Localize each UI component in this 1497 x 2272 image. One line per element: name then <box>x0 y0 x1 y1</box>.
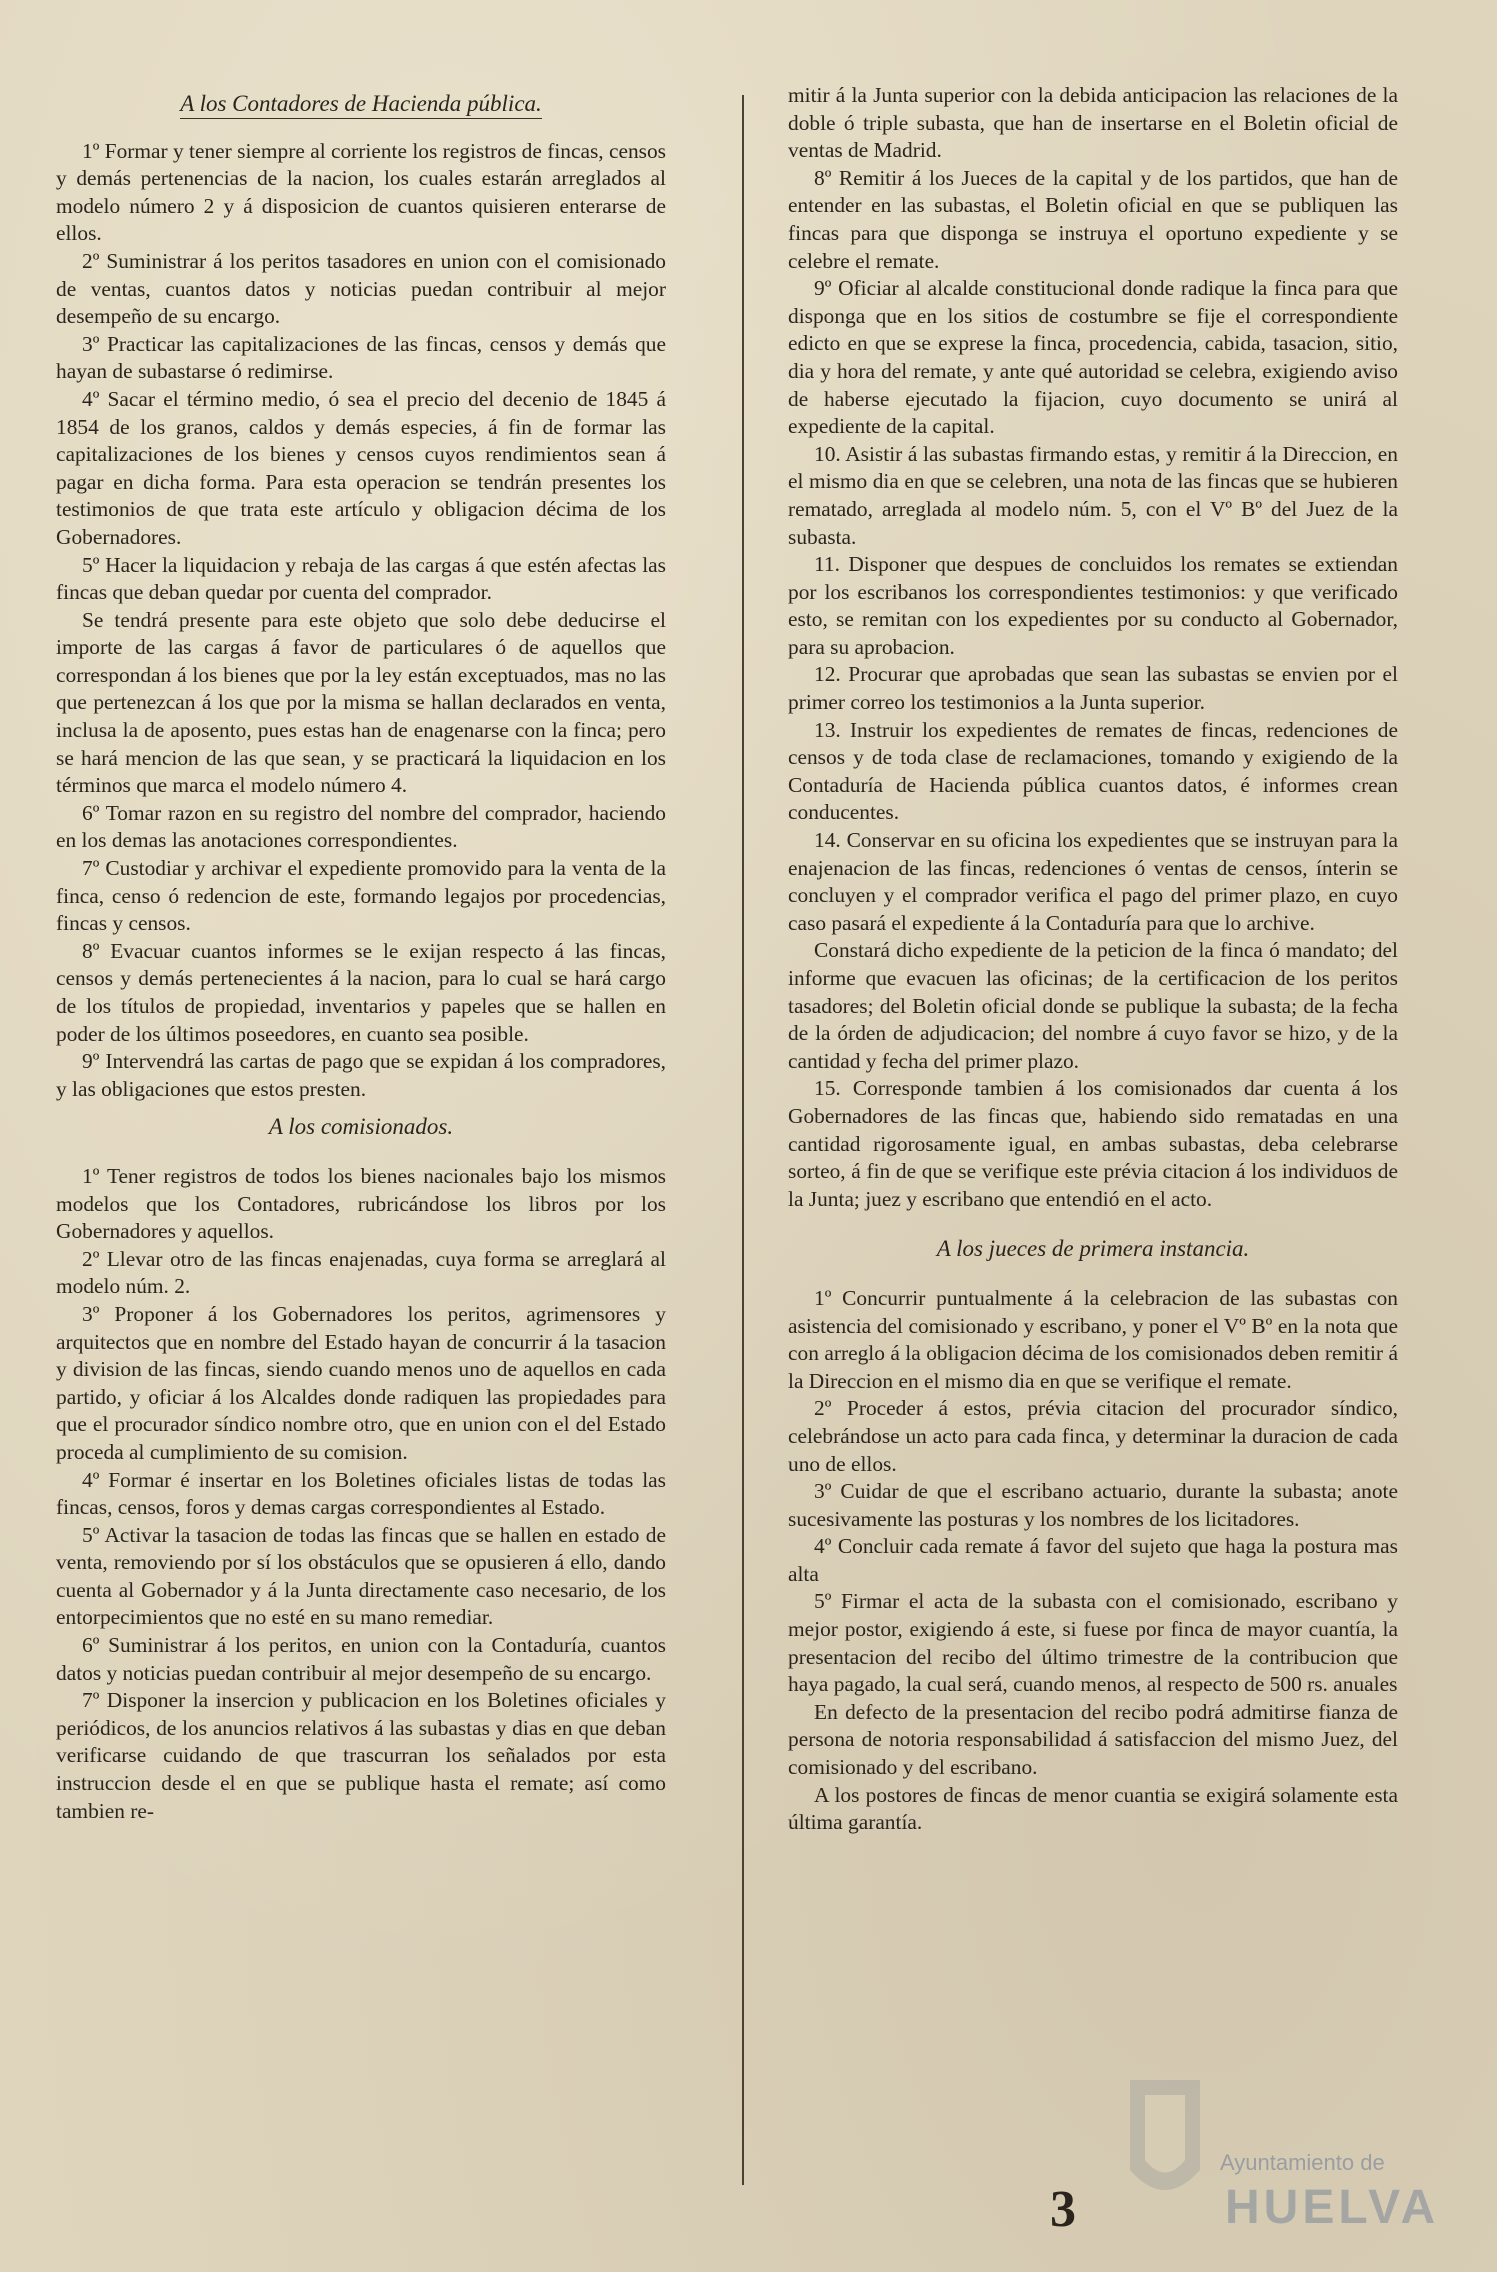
paragraph: 2º Suministrar á los peritos tasadores en union con el comisionado de ventas, cuantos datos y noticias puedan contribuir al mejor desempeño de su encargo. <box>56 248 666 329</box>
paragraph: 10. Asistir á las subastas firmando estas, y remitir á la Direccion, en el mismo dia en que se celebren, una nota de las fincas que se hubieren rematado, arreglada al modelo núm. 5, con el Vº Bº del Juez de la subasta. <box>788 441 1398 549</box>
paragraph: 1º Concurrir puntualmente á la celebracion de las subastas con asistencia del comisionado y escribano, y poner el Vº Bº en la nota que con arreglo á la obligacion décima de los comisionados deben remitir á la Direccion en el mismo dia en que se verifique el remate. <box>788 1285 1398 1393</box>
page-number: 3 <box>1050 2181 1076 2238</box>
paragraph: 5º Hacer la liquidacion y rebaja de las cargas á que estén afectas las fincas que deban quedar por cuenta del comprador. <box>56 552 666 605</box>
section-heading-contadores: A los Contadores de Hacienda pública. <box>56 90 666 118</box>
left-column <box>56 82 666 1825</box>
paragraph: 4º Sacar el término medio, ó sea el precio del decenio de 1845 á 1854 de los granos, caldos y demás especies, á fin de formar las capitalizaciones de los bienes y censos cuyos rendimientos sean á pagar en dicha forma. Para esta operacion se tendrán presentes los testimonios de que trata este artículo y obligacion décima de los Gobernadores. <box>56 386 666 549</box>
paragraph: 6º Tomar razon en su registro del nombre del comprador, haciendo en los demas las anotaciones correspondientes. <box>56 800 666 853</box>
paragraph: Constará dicho expediente de la peticion de la finca ó mandato; del informe que evacuen las oficinas; de la certificacion de los peritos tasadores; del Boletin oficial donde se publique la subasta; de la fecha de la órden de adjudicacion; del nombre á cuyo favor se hizo, y de la cantidad y fecha del primer plazo. <box>788 938 1398 1073</box>
paragraph: A los postores de fincas de menor cuantia se exigirá solamente esta última garantía. <box>788 1782 1398 1835</box>
paragraph: En defecto de la presentacion del recibo podrá admitirse fianza de persona de notoria responsabilidad á satisfaccion del mismo Juez, del comisionado y del escribano. <box>788 1699 1398 1780</box>
watermark-text: Ayuntamiento de <box>1220 2150 1385 2175</box>
paragraph: 6º Suministrar á los peritos, en union con la Contaduría, cuantos datos y noticias puedan contribuir al mejor desempeño de su encargo. <box>56 1633 666 1685</box>
paragraph: 1º Tener registros de todos los bienes nacionales bajo los mismos modelos que los Contadores, rubricándose los libros por los Gobernadores y aquellos. <box>56 1163 666 1244</box>
paragraph: 12. Procurar que aprobadas que sean las subastas se envien por el primer correo los testimonios a la Junta superior. <box>788 662 1398 715</box>
paragraph: 9º Oficiar al alcalde constitucional donde radique la finca para que disponga que en los sitios de costumbre se fije el correspondiente edicto en que se exprese la finca, procedencia, cabida, tasacion, sitio, dia y hora del remate, y ante qué autoridad se celebra, exigiendo aviso de haberse ejecutado la fijacion, cuyo documento se unirá al expediente de la capital. <box>788 276 1398 439</box>
paragraph: 7º Disponer la insercion y publicacion en los Boletines oficiales y periódicos, de los anuncios relativos á las subastas y dias en que deban verificarse cuidando de que trascurran los señalados por esta instruccion desde el en que se publique hasta el remate; así como tambien re- <box>56 1688 666 1823</box>
paragraph: 7º Custodiar y archivar el expediente promovido para la venta de la finca, censo ó redencion de este, formando legajos por procedencias, fincas y censos. <box>56 856 666 936</box>
section-heading-comisionados: A los comisionados. <box>268 1114 454 1140</box>
watermark-logo-text: HUELVA <box>1225 2181 1440 2234</box>
paragraph: 5º Activar la tasacion de todas las fincas que se hallen en estado de venta, removiendo por sí los obstáculos que se opusieren á ello, dando cuenta al Gobernador y á la Junta directamente caso necesario, de los entorpecimientos que no esté en su mano remediar. <box>56 1522 666 1630</box>
section-heading-jueces: A los jueces de primera instancia. <box>936 1236 1250 1262</box>
paragraph: 3º Proponer á los Gobernadores los peritos, agrimensores y arquitectos que en nombre del Estado hayan de concurrir á la tasacion y division de las fincas, siendo cuando menos uno de aquellos en cada partido, y oficiar á los Alcaldes donde radiquen las propiedades para que el procurador síndico nombre otro, que en union con el del Estado proceda al cumplimiento de su comision. <box>56 1301 666 1464</box>
paragraph: 2º Proceder á estos, prévia citacion del procurador síndico, celebrándose un acto para cada finca, y determinar la duracion de cada uno de ellos. <box>788 1396 1398 1476</box>
paragraph: mitir á la Junta superior con la debida anticipacion las relaciones de la doble ó triple subasta, que han de insertarse en el Boletin oficial de ventas de Madrid. <box>788 83 1398 163</box>
paragraph: 11. Disponer que despues de concluidos los remates se extiendan por los escribanos los correspondientes testimonios: y que verificado esto, se remitan con los expedientes por su conducto al Gobernador, para su aprobacion. <box>788 552 1398 659</box>
paragraph: 9º Intervendrá las cartas de pago que se expidan á los compradores, y las obligaciones que estos presten. <box>56 1049 666 1101</box>
paragraph: 4º Concluir cada remate á favor del sujeto que haga la postura mas alta <box>788 1534 1398 1586</box>
paragraph: 1º Formar y tener siempre al corriente los registros de fincas, censos y demás pertenencias de la nacion, los cuales estarán arreglados al modelo número 2 y á disposicion de cuantos quisieren enterarse de ellos. <box>56 138 666 246</box>
paragraph: 3º Practicar las capitalizaciones de las fincas, censos y demás que hayan de subastarse ó redimirse. <box>56 331 666 384</box>
paragraph: 14. Conservar en su oficina los expedientes que se instruyan para la enajenacion de las fincas, redenciones ó ventas de censos, ínterin se concluyen y el comprador verifica el pago del primer plazo, en cuyo caso pasará el expediente á la Contaduría para que lo archive. <box>788 828 1398 935</box>
paragraph: 8º Remitir á los Jueces de la capital y de los partidos, que han de entender en las subastas, el Boletin oficial en que se publiquen las fincas para que disponga se instruya el oportuno expediente y se celebre el remate. <box>788 165 1398 273</box>
paragraph: 2º Llevar otro de las fincas enajenadas, cuya forma se arreglará al modelo núm. 2. <box>56 1246 666 1299</box>
paragraph: 3º Cuidar de que el escribano actuario, durante la subasta; anote sucesivamente las posturas y los nombres de los licitadores. <box>788 1479 1398 1531</box>
paragraph: 13. Instruir los expedientes de remates de fincas, redenciones de censos y de toda clase de reclamaciones, tomando y exigiendo de la Contaduría de Hacienda pública cuantos datos, é informes crean conducentes. <box>788 717 1398 825</box>
column-divider <box>742 95 744 2185</box>
paragraph: 8º Evacuar cuantos informes se le exijan respecto á las fincas, censos y demás pertenecientes á la nacion, para lo cual se hará cargo de los títulos de propiedad, inventarios y papeles que se hallen en poder de los últimos poseedores, en cuanto sea posible. <box>56 938 666 1046</box>
paragraph: Se tendrá presente para este objeto que solo debe deducirse el importe de las cargas á favor de particulares ó de aquellos que correspondan á los bienes que por la ley están exceptuados, mas no las que pertenezcan á los que por la misma se hallan declarados en venta, inclusa la de aposento, pues estas han de enagenarse con la finca; pero se hará mencion de las que sean, y se practicará la liquidacion en los términos que marca el modelo número 4. <box>56 607 666 798</box>
paragraph: 4º Formar é insertar en los Boletines oficiales listas de todas las fincas, censos, foros y demas cargas correspondientes al Estado. <box>56 1467 666 1520</box>
paragraph: 5º Firmar el acta de la subasta con el comisionado, escribano y mejor postor, exigiendo á este, si fuese por finca de mayor cuantía, la presentacion del recibo del último trimestre de la contribucion que haya pagado, la cual será, cuando menos, al respecto de 500 rs. anuales <box>788 1589 1398 1697</box>
paragraph: 15. Corresponde tambien á los comisionados dar cuenta á los Gobernadores de las fincas que, habiendo sido rematadas en una cantidad rigorosamente igual, en ambas subastas, deba celebrarse sorteo, á fin de que se verifique este prévia citacion á los individuos de la Junta; juez y escribano que entendió en el acto. <box>788 1076 1398 1211</box>
right-column <box>788 82 1398 1837</box>
